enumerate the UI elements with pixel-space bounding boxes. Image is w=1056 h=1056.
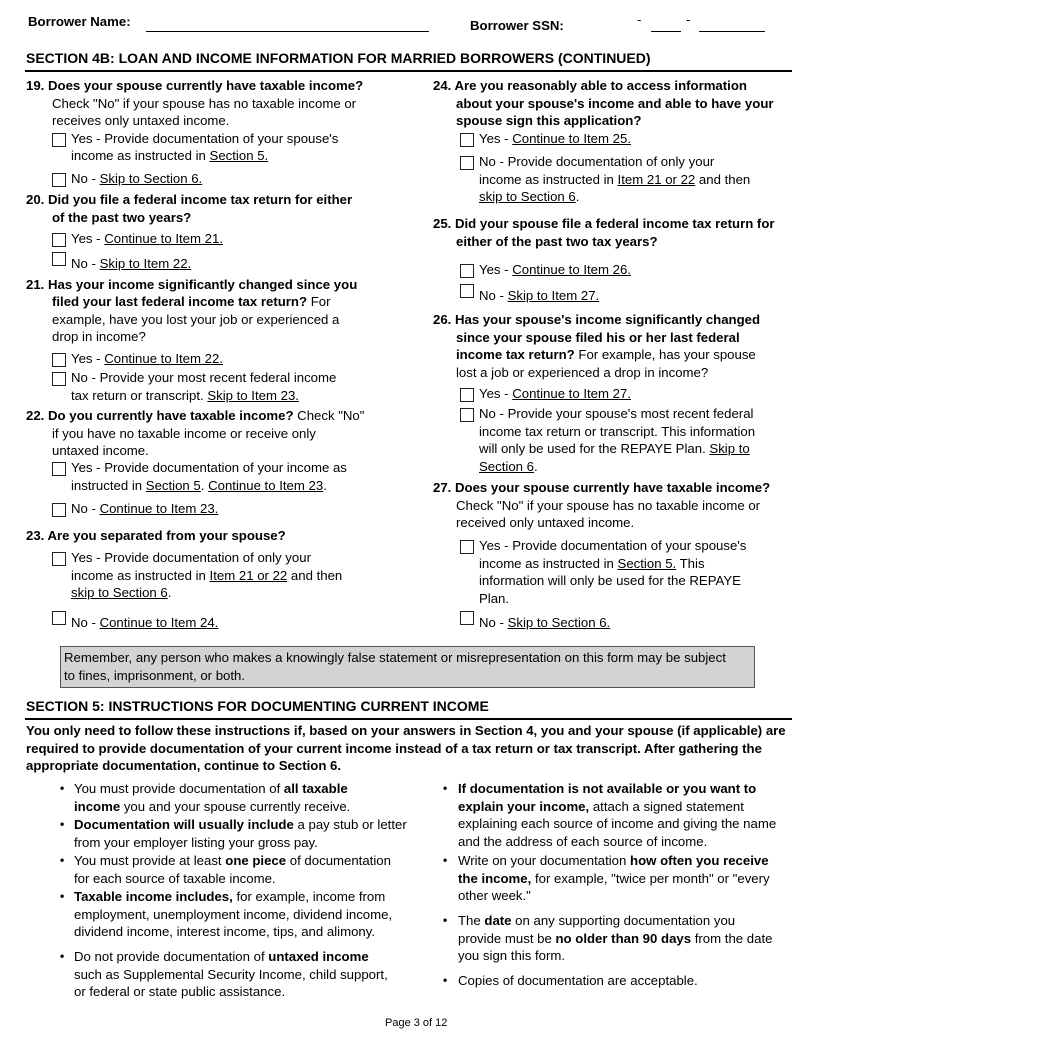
q25-no-label: No - Skip to Item 27. (479, 288, 600, 303)
q26-yes-checkbox[interactable] (460, 388, 474, 402)
q26-no-label-3: will only be used for the REPAYE Plan. Skip to (479, 441, 750, 456)
ssn-dash-1: - (637, 12, 642, 27)
q20-question: 20. Did you file a federal income tax return for either (26, 192, 353, 207)
q20-question-2: of the past two years? (52, 210, 192, 225)
q22-instruction-2: untaxed income. (52, 443, 149, 458)
q23-yes-checkbox[interactable] (52, 552, 66, 566)
q24-no-label-2: income as instructed in Item 21 or 22 and then (479, 172, 751, 187)
b6-line-4: and the address of each source of income. (458, 834, 708, 849)
b2-line-1: Documentation will usually include a pay stub or letter (74, 817, 407, 832)
q26-instruction: lost a job or experienced a drop in income? (456, 365, 709, 380)
bullet: • (60, 817, 65, 831)
section-5-intro-2: required to provide documentation of your current income instead of a tax return or tax transcript. After gathering the (26, 741, 762, 756)
b5-line-1: Do not provide documentation of untaxed income (74, 949, 369, 964)
q26-no-label: No - Provide your spouse's most recent federal (479, 406, 754, 421)
b4-line-1: Taxable income includes, for example, income from (74, 889, 386, 904)
q22-question: 22. Do you currently have taxable income? Check "No" (26, 408, 365, 423)
b1-line-1: You must provide documentation of all taxable (74, 781, 348, 796)
q19-question: 19. Does your spouse currently have taxable income? (26, 78, 364, 93)
q23-no-checkbox[interactable] (52, 611, 66, 625)
bullet: • (443, 781, 448, 795)
section-5-rule (25, 718, 792, 720)
b5-line-3: or federal or state public assistance. (74, 984, 286, 999)
q19-instruction-1: Check "No" if your spouse has no taxable income or (52, 96, 357, 111)
q26-question: 26. Has your spouse's income significantly changed (433, 312, 761, 327)
q24-no-label: No - Provide documentation of only your (479, 154, 715, 169)
q20-no-checkbox[interactable] (52, 252, 66, 266)
q27-question: 27. Does your spouse currently have taxable income? (433, 480, 771, 495)
q22-no-label: No - Continue to Item 23. (71, 501, 219, 516)
q21-yes-checkbox[interactable] (52, 353, 66, 367)
q24-question-2: about your spouse's income and able to have your (456, 96, 774, 111)
q21-question-2: filed your last federal income tax return? For (52, 294, 331, 309)
q20-no-label: No - Skip to Item 22. (71, 256, 192, 271)
bullet: • (443, 853, 448, 867)
q26-no-label-2: income tax return or transcript. This information (479, 424, 756, 439)
borrower-ssn-label: Borrower SSN: (470, 18, 564, 33)
q27-yes-label-4: Plan. (479, 591, 510, 606)
q21-instruction-2: drop in income? (52, 329, 146, 344)
q21-instruction-1: example, have you lost your job or experienced a (52, 312, 340, 327)
q24-no-checkbox[interactable] (460, 156, 474, 170)
b4-line-3: dividend income, interest income, tips, and alimony. (74, 924, 376, 939)
q26-no-label-4: Section 6. (479, 459, 538, 474)
b8-line-2: provide must be no older than 90 days from the date (458, 931, 773, 946)
q22-yes-label-2: instructed in Section 5. Continue to Item 23. (71, 478, 327, 493)
q26-no-checkbox[interactable] (460, 408, 474, 422)
q23-question: 23. Are you separated from your spouse? (26, 528, 286, 543)
bullet: • (60, 781, 65, 795)
q25-question: 25. Did your spouse file a federal income tax return for (433, 216, 775, 231)
q25-no-checkbox[interactable] (460, 284, 474, 298)
q21-yes-label: Yes - Continue to Item 22. (71, 351, 223, 366)
section-5-intro-1: You only need to follow these instructions if, based on your answers in Section 4, you and your spouse (if applicable) are (26, 723, 786, 738)
q27-yes-label-2: income as instructed in Section 5. This (479, 556, 705, 571)
q27-instruction-2: received only untaxed income. (456, 515, 635, 530)
b3-line-2: for each source of taxable income. (74, 871, 276, 886)
q25-yes-checkbox[interactable] (460, 264, 474, 278)
bullet: • (443, 973, 448, 987)
q23-yes-label-2: income as instructed in Item 21 or 22 and then (71, 568, 343, 583)
q19-yes-checkbox[interactable] (52, 133, 66, 147)
ssn-dash-2: - (686, 12, 691, 27)
q24-question: 24. Are you reasonably able to access information (433, 78, 747, 93)
b5-line-2: such as Supplemental Security Income, child support, (74, 967, 388, 982)
ssn-field-group[interactable] (651, 31, 681, 32)
q21-question: 21. Has your income significantly changed since you (26, 277, 358, 292)
q24-no-label-3: skip to Section 6. (479, 189, 580, 204)
q19-yes-label-2: income as instructed in Section 5. (71, 148, 269, 163)
notice-line-2: to fines, imprisonment, or both. (64, 668, 246, 683)
q23-no-label: No - Continue to Item 24. (71, 615, 219, 630)
q20-yes-label: Yes - Continue to Item 21. (71, 231, 223, 246)
q27-instruction-1: Check "No" if your spouse has no taxable income or (456, 498, 761, 513)
q27-yes-label: Yes - Provide documentation of your spouse's (479, 538, 747, 553)
section-4b-title: SECTION 4B: LOAN AND INCOME INFORMATION FOR MARRIED BORROWERS (CONTINUED) (26, 50, 651, 66)
b7-line-3: other week." (458, 888, 531, 903)
q21-no-label: No - Provide your most recent federal income (71, 370, 337, 385)
borrower-name-label: Borrower Name: (28, 14, 131, 29)
q22-instruction-1: if you have no taxable income or receive only (52, 426, 316, 441)
b4-line-2: employment, unemployment income, dividend income, (74, 907, 393, 922)
b3-line-1: You must provide at least one piece of documentation (74, 853, 391, 868)
q27-no-checkbox[interactable] (460, 611, 474, 625)
b8-line-1: The date on any supporting documentation you (458, 913, 736, 928)
q23-yes-label: Yes - Provide documentation of only your (71, 550, 311, 565)
q24-question-3: spouse sign this application? (456, 113, 642, 128)
q24-yes-label: Yes - Continue to Item 25. (479, 131, 631, 146)
q25-question-2: either of the past two tax years? (456, 234, 658, 249)
q27-yes-checkbox[interactable] (460, 540, 474, 554)
q21-no-checkbox[interactable] (52, 372, 66, 386)
q25-yes-label: Yes - Continue to Item 26. (479, 262, 631, 277)
q19-instruction-2: receives only untaxed income. (52, 113, 230, 128)
q21-no-label-2: tax return or transcript. Skip to Item 23. (71, 388, 299, 403)
b6-line-3: explaining each source of income and giving the name (458, 816, 777, 831)
b1-line-2: income you and your spouse currently receive. (74, 799, 351, 814)
borrower-name-field[interactable] (146, 31, 429, 32)
q19-no-checkbox[interactable] (52, 173, 66, 187)
q24-yes-checkbox[interactable] (460, 133, 474, 147)
page-number: Page 3 of 12 (385, 1017, 448, 1029)
q19-yes-label: Yes - Provide documentation of your spouse's (71, 131, 339, 146)
q20-yes-checkbox[interactable] (52, 233, 66, 247)
q23-yes-label-3: skip to Section 6. (71, 585, 172, 600)
b2-line-2: from your employer listing your gross pay. (74, 835, 318, 850)
b6-line-1: If documentation is not available or you want to (458, 781, 757, 796)
q22-yes-label: Yes - Provide documentation of your income as (71, 460, 347, 475)
q22-yes-checkbox[interactable] (52, 462, 66, 476)
notice-line-1: Remember, any person who makes a knowingly false statement or misrepresentation on this form may be subject (64, 650, 726, 665)
q22-no-checkbox[interactable] (52, 503, 66, 517)
bullet: • (60, 889, 65, 903)
b7-line-2: the income, for example, "twice per month" or "every (458, 871, 770, 886)
q26-question-3: income tax return? For example, has your spouse (456, 347, 756, 362)
b8-line-3: you sign this form. (458, 948, 566, 963)
q27-yes-label-3: information will only be used for the REPAYE (479, 573, 741, 588)
section-4b-rule (25, 70, 792, 72)
bullet: • (60, 949, 65, 963)
b9-line-1: Copies of documentation are acceptable. (458, 973, 698, 988)
b7-line-1: Write on your documentation how often you receive (458, 853, 769, 868)
q27-no-label: No - Skip to Section 6. (479, 615, 611, 630)
bullet: • (443, 913, 448, 927)
bullet: • (60, 853, 65, 867)
q26-yes-label: Yes - Continue to Item 27. (479, 386, 631, 401)
section-5-intro-3: appropriate documentation, continue to Section 6. (26, 758, 342, 773)
ssn-field-serial[interactable] (699, 31, 765, 32)
q26-question-2: since your spouse filed his or her last federal (456, 330, 740, 345)
b6-line-2: explain your income, attach a signed statement (458, 799, 744, 814)
section-5-title: SECTION 5: INSTRUCTIONS FOR DOCUMENTING CURRENT INCOME (26, 698, 489, 714)
q19-no-label: No - Skip to Section 6. (71, 171, 203, 186)
